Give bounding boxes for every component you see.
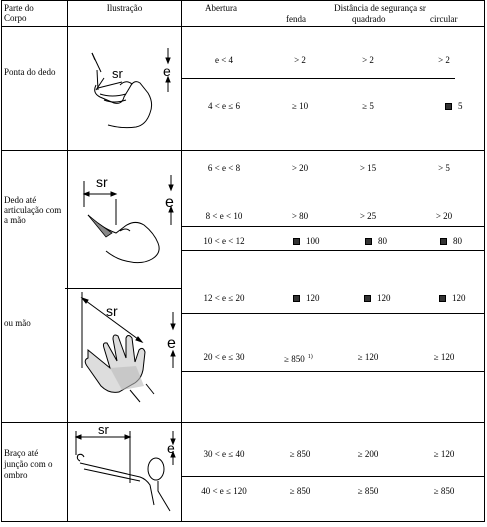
- footnote-marker: 1): [307, 354, 313, 360]
- row-1-circular: 5: [445, 101, 463, 111]
- section-divider-1: [1, 150, 485, 151]
- row-8-circular: ≥ 850: [433, 486, 455, 496]
- sr-label: sr: [98, 422, 109, 437]
- row-0-abertura: e < 4: [214, 55, 234, 65]
- row-7-abertura: 30 < e ≤ 40: [203, 449, 245, 459]
- row-1-fenda: ≥ 10: [291, 101, 309, 111]
- row-5-circular: 120: [439, 293, 466, 303]
- header-abertura: Abertura: [205, 3, 237, 13]
- row-1-abertura: 4 < e ≤ 6: [207, 101, 240, 111]
- row-6-quadrado: ≥ 120: [357, 352, 379, 362]
- header-divider: [1, 26, 485, 27]
- e-label: e: [163, 63, 171, 79]
- row-5-abertura: 12 < e ≤ 20: [203, 293, 245, 303]
- e-label: e: [167, 440, 175, 456]
- header-ilustracao: Ilustração: [106, 3, 143, 13]
- row-3-abertura: 8 < e < 10: [205, 211, 243, 221]
- illustration-divider: [65, 288, 181, 289]
- square-marker-icon: [364, 295, 371, 302]
- part-ponta-do-dedo: Ponta do dedo: [4, 67, 56, 77]
- square-marker-icon: [293, 295, 300, 302]
- square-marker-icon: [439, 295, 446, 302]
- part-dedo: Dedo até articulação com a mão: [4, 195, 62, 225]
- header-circular: circular: [430, 14, 458, 24]
- header-parte: Parte do Corpo: [4, 3, 34, 23]
- row-4-circular: 80: [440, 236, 462, 246]
- square-marker-icon: [365, 238, 372, 245]
- part-braco: Braço até junção com o ombro: [4, 448, 53, 480]
- table-border-right: [484, 0, 485, 522]
- row-line: [182, 476, 484, 477]
- square-marker-icon: [293, 238, 300, 245]
- sr-label: sr: [96, 174, 108, 190]
- row-8-abertura: 40 < e ≤ 120: [201, 486, 247, 496]
- table-border-top: [1, 0, 485, 1]
- square-marker-icon: [440, 238, 447, 245]
- row-2-circular: > 5: [438, 163, 450, 173]
- sr-label: sr: [106, 303, 118, 319]
- row-line: [182, 226, 484, 227]
- row-6-fenda: ≥ 850 $^{1)}$: [284, 354, 313, 364]
- row-3-circular: > 20: [435, 211, 453, 221]
- table-border-left: [1, 0, 2, 522]
- part-ou-mao: ou mão: [4, 318, 31, 328]
- row-0-circular: > 2: [438, 55, 450, 65]
- row-8-fenda: ≥ 850: [289, 486, 311, 496]
- col-divider-1: [67, 0, 68, 522]
- row-7-quadrado: ≥ 200: [357, 449, 379, 459]
- row-3-quadrado: > 25: [359, 211, 377, 221]
- e-label: e: [165, 194, 174, 211]
- row-2-quadrado: > 15: [359, 163, 377, 173]
- row-2-fenda: > 20: [291, 163, 309, 173]
- row-8-quadrado: ≥ 850: [357, 486, 379, 496]
- section-divider-2: [1, 422, 485, 423]
- row-4-abertura: 10 < e < 12: [203, 236, 245, 246]
- row-0-quadrado: > 2: [362, 55, 374, 65]
- finger-illustration: [70, 155, 180, 285]
- row-2-abertura: 6 < e < 8: [207, 163, 241, 173]
- square-marker-icon: [445, 103, 452, 110]
- table-border-bottom: [1, 521, 485, 522]
- sr-label: sr: [112, 66, 123, 81]
- header-distancia: Distância de segurança sr: [334, 3, 426, 13]
- row-7-fenda: ≥ 850: [289, 449, 311, 459]
- row-6-circular: ≥ 120: [433, 352, 455, 362]
- row-1-quadrado: ≥ 5: [362, 101, 374, 111]
- arm-illustration: [70, 422, 180, 520]
- fingertip-illustration: [70, 30, 180, 145]
- row-line: [182, 250, 484, 251]
- e-label: e: [167, 335, 176, 352]
- row-5-quadrado: 120: [364, 293, 391, 303]
- row-4-quadrado: 80: [365, 236, 387, 246]
- row-7-circular: ≥ 120: [433, 449, 455, 459]
- row-3-fenda: > 80: [291, 211, 309, 221]
- row-line: [182, 313, 484, 314]
- hand-illustration: [70, 290, 180, 420]
- row-5-fenda: 120: [293, 293, 320, 303]
- row-0-fenda: > 2: [294, 55, 306, 65]
- header-fenda: fenda: [286, 14, 306, 24]
- header-quadrado: quadrado: [352, 14, 386, 24]
- row-4-fenda: 100: [293, 236, 320, 246]
- row-line: [182, 371, 484, 372]
- row-line: [182, 78, 455, 79]
- row-6-abertura: 20 < e ≤ 30: [203, 352, 245, 362]
